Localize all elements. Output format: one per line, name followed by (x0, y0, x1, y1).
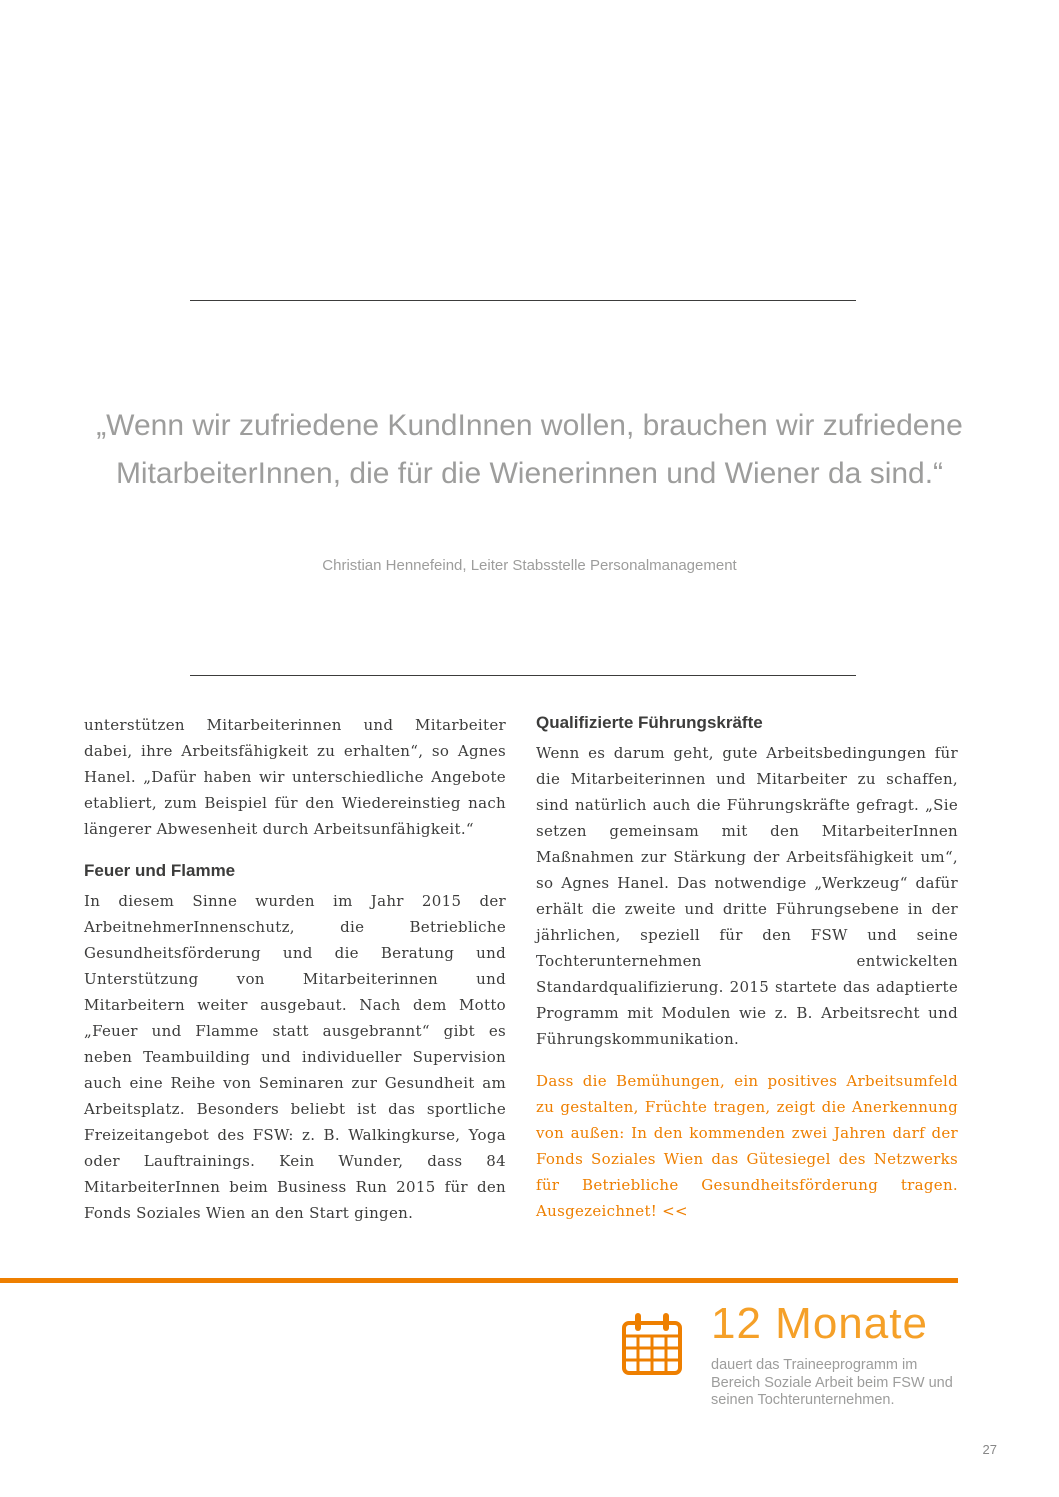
page-number: 27 (982, 1442, 997, 1457)
stat-value: 12 Monate (711, 1299, 928, 1348)
stat-text (711, 1300, 956, 1410)
stat-caption: dauert das Traineeprogramm im Bereich Soziale Arbeit beim FSW und seinen Tochterunternehmen. (711, 1357, 953, 1408)
article-columns (84, 712, 958, 1226)
paragraph-feuer-und-flamme: In diesem Sinne wurden im Jahr 2015 der ArbeitnehmerInnenschutz, die Betriebliche Gesundheitsförderung und die Beratung und Unterstützung von Mitarbeiterinnen und Mitarbeitern weiter ausgebaut. Nach dem Motto „Feuer und Flamme statt ausgebrannt“ gibt es neben Teambuilding und individueller Supervision auch eine Reihe von Seminaren zur Gesundheit am Arbeitsplatz. Besonders beliebt ist das sportliche Freizeitangebot des FSW: z. B. Walkingkurse, Yoga oder Lauftrainings. Kein Wunder, dass 84 MitarbeiterInnen beim Business Run 2015 für den Fonds Soziales Wien an den Start gingen. (84, 892, 506, 1222)
right-column (536, 712, 958, 1226)
section-heading-feuer-und-flamme: Feuer und Flamme (84, 861, 236, 880)
stat-block (620, 1300, 956, 1410)
paragraph-continuation: unterstützen Mitarbeiterinnen und Mitarbeiter dabei, ihre Arbeitsfähigkeit zu erhalten“, so Agnes Hanel. „Dafür haben wir unterschiedliche Angebote etabliert, zum Beispiel für den Wiedereinstieg nach längerer Abwesenheit durch Arbeitsunfähigkeit.“ (84, 716, 506, 838)
accent-divider (0, 1278, 958, 1283)
paragraph-fuehrungskraefte: Wenn es darum geht, gute Arbeitsbedingungen für die Mitarbeiterinnen und Mitarbeiter zu schaffen, sind natürlich auch die Führungskräfte gefragt. „Sie setzen gemeinsam mit den MitarbeiterInnen Maßnahmen zur Stärkung der Arbeitsfähigkeit um“, so Agnes Hanel. Das notwendige „Werkzeug“ dafür erhält die zweite und dritte Führungsebene in der jährlichen, speziell für den FSW und seine Tochterunternehmen entwickelten Standardqualifizierung. 2015 startete das adaptierte Programm mit Modulen wie z. B. Arbeitsrecht und Führungskommunikation. (536, 744, 958, 1048)
calendar-icon (620, 1312, 684, 1376)
section-heading-qualifizierte-fuehrungskraefte: Qualifizierte Führungskräfte (536, 713, 763, 732)
paragraph-highlight: Dass die Bemühungen, ein positives Arbeitsumfeld zu gestalten, Früchte tragen, zeigt die Anerkennung von außen: In den kommenden zwei Jahren darf der Fonds Soziales Wien das Gütesiegel des Netzwerks für Betriebliche Gesundheitsförderung tragen. Ausgezeichnet! << (536, 1072, 958, 1220)
top-divider (190, 300, 856, 301)
quote-attribution: Christian Hennefeind, Leiter Stabsstelle Personalmanagement (322, 557, 737, 574)
left-column (84, 712, 506, 1226)
mid-divider (190, 675, 856, 676)
pull-quote: „Wenn wir zufriedene KundInnen wollen, brauchen wir zufriedene MitarbeiterInnen, die für die Wienerinnen und Wiener da sind.“ (96, 409, 963, 490)
